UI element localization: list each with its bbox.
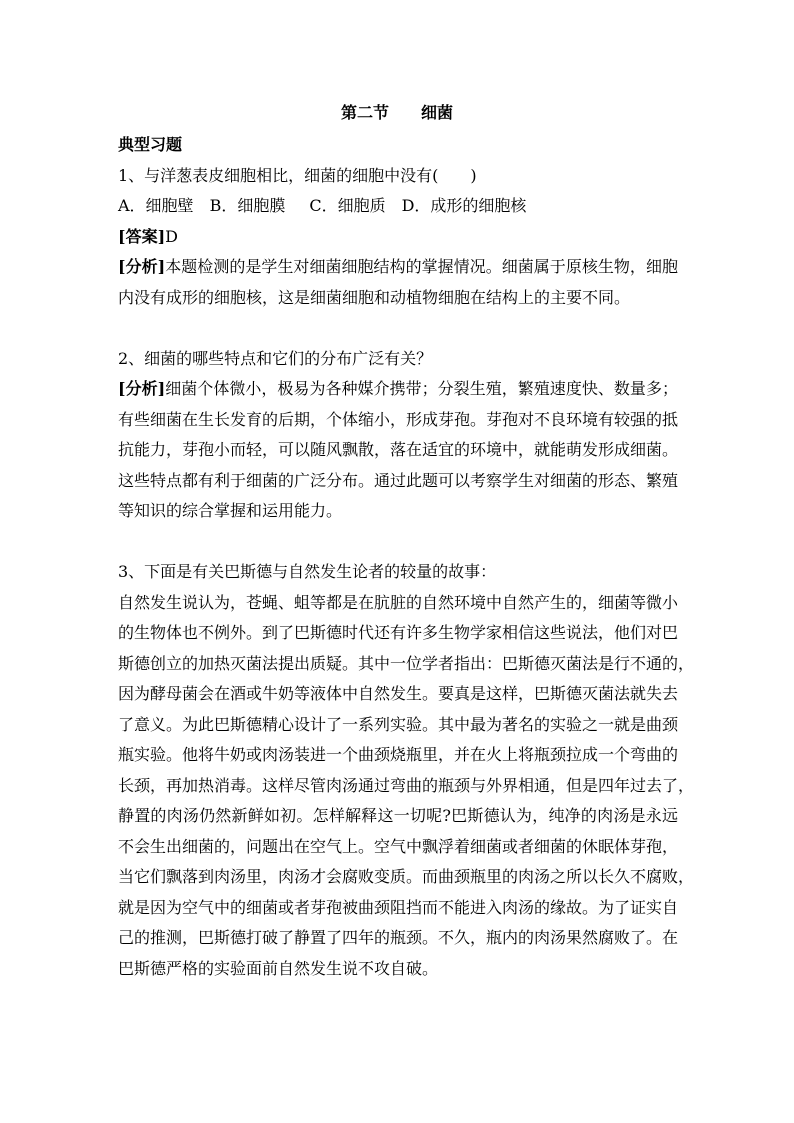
story-line: 己的推测，巴斯德打破了静置了四年的瓶颈。不久，瓶内的肉汤果然腐败了。在 (118, 928, 679, 947)
question-2-analysis-line: 抗能力，芽孢小而轻，可以随风飘散，落在适宜的环境中，就能萌发形成细菌。 (118, 440, 679, 459)
exercise-heading: 典型习题 (118, 135, 183, 154)
story-line: 了意义。为此巴斯德精心设计了一系列实验。其中最为著名的实验之一就是曲颈 (118, 714, 679, 734)
option-a: A．细胞壁 (118, 196, 194, 215)
story-line: 静置的肉汤仍然新鲜如初。怎样解释这一切呢?巴斯德认为，纯净的肉汤是永远 (118, 806, 678, 825)
question-1-analysis-line: 内没有成形的细胞核，这是细菌细胞和动植物细胞在结构上的主要不同。 (118, 287, 631, 307)
analysis-tag: [分析] (118, 257, 166, 276)
story-line: 的生物体也不例外。到了巴斯德时代还有许多生物学家相信这些说法，他们对巴 (118, 623, 679, 642)
story-line: 当它们飘落到肉汤里，肉汤才会腐败变质。而曲颈瓶里的肉汤之所以长久不腐败， (118, 867, 695, 886)
question-1-analysis-line: [分析]本题检测的是学生对细菌细胞结构的掌握情况。细菌属于原核生物，细胞 (118, 257, 678, 276)
spacer (118, 527, 678, 558)
question-2-analysis-line: 有些细菌在生长发育的后期，个体缩小，形成芽孢。芽孢对不良环境有较强的抵 (118, 409, 679, 429)
story-line: 不会生出细菌的，问题出在空气上。空气中飘浮着细菌或者细菌的休眠体芽孢， (118, 836, 679, 856)
document-body (118, 130, 695, 984)
story-line: 长颈，再加热消毒。这样尽管肉汤通过弯曲的瓶颈与外界相通，但是四年过去了， (118, 775, 695, 795)
question-2-analysis-line: 等知识的综合掌握和运用能力。 (118, 501, 343, 520)
question-1-text: 1、与洋葱表皮细胞相比，细菌的细胞中没有( ) (118, 165, 477, 185)
section-title: 第二节 细菌 (340, 103, 453, 122)
option-b: B．细胞膜 (209, 196, 286, 215)
question-2-text: 2、细菌的哪些特点和它们的分布广泛有关？ (118, 348, 433, 368)
story-line: 巴斯德严格的实验面前自然发生说不攻自破。 (118, 958, 439, 978)
option-c: C．细胞质 (309, 196, 386, 215)
question-2-analysis-line: 这些特点都有利于细菌的广泛分布。通过此题可以考察学生对细菌的形态、繁殖 (118, 470, 679, 490)
question-2-analysis-line: [分析]细菌个体微小，极易为各种媒介携带；分裂生殖，繁殖速度快、数量多； (118, 379, 678, 398)
answer-tag: [答案] (118, 226, 166, 246)
option-d: D．成形的细胞核 (401, 196, 527, 215)
story-line: 就是因为空气中的细菌或者芽孢被曲颈阻挡而不能进入肉汤的缘故。为了证实自 (118, 897, 679, 917)
answer-value: D (165, 226, 178, 246)
story-line: 瓶实验。他将牛奶或肉汤装进一个曲颈烧瓶里，并在火上将瓶颈拉成一个弯曲的 (118, 745, 679, 764)
question-3-text: 3、下面是有关巴斯德与自然发生论者的较量的故事： (118, 562, 497, 581)
question-1-options (118, 191, 678, 222)
story-line: 斯德创立的加热灭菌法提出质疑。其中一位学者指出：巴斯德灭菌法是行不通的， (118, 653, 695, 673)
question-1-answer (118, 222, 678, 253)
spacer (118, 313, 678, 344)
story-line: 自然发生说认为，苍蝇、蛆等都是在肮脏的自然环境中自然产生的，细菌等微小 (118, 592, 679, 612)
story-line: 因为酵母菌会在酒或牛奶等液体中自然发生。要真是这样，巴斯德灭菌法就失去 (118, 684, 679, 703)
analysis-tag: [分析] (118, 379, 166, 398)
